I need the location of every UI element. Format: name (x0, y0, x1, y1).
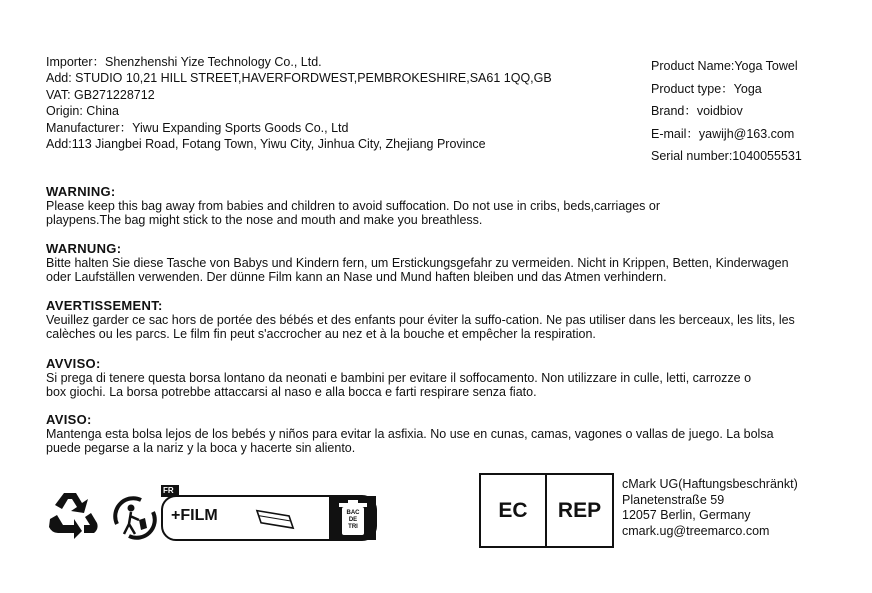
origin-line: Origin: China (46, 104, 119, 119)
warning-title: AVERTISSEMENT: (46, 298, 163, 313)
product-info (651, 55, 802, 168)
warning-text: Veuillez garder ce sac hors de portée des bébés et des enfants pour éviter la suffo-cation. Ne pas utiliser dans les berceaux, les lits, les calèches ou les parcs. Le film fin peut s'accrocher au nez et à la bouche et empêcher la respiration. (46, 313, 795, 342)
warning-title: AVVISO: (46, 356, 101, 371)
rep-city: 12057 Berlin, Germany (622, 508, 751, 523)
importer-line: Importer：Shenzhenshi Yize Technology Co., Ltd. (46, 55, 322, 69)
warning-text: Please keep this bag away from babies and children to avoid suffocation. Do not use in cribs, beds,carriages or playpens.The bag might stick to the nose and mouth and make you breathless. (46, 199, 661, 228)
product-name: Product Name:Yoga Towel (651, 59, 798, 73)
ec-rep-address (622, 477, 798, 539)
ec-rep-box (479, 473, 614, 548)
sorting-info-symbol (161, 485, 378, 543)
rep-company: cMark UG(Haftungsbeschränkt) (622, 477, 798, 491)
rep-email: cmark.ug@treemarco.com (622, 523, 770, 538)
rep-label: REP (557, 498, 602, 522)
warning-title: WARNING: (46, 184, 116, 199)
warning-title: AVISO: (46, 412, 92, 427)
importer-info (46, 54, 552, 152)
manufacturer-address-line: Add:113 Jiangbei Road, Fotang Town, Yiwu City, Jinhua City, Zhejiang Province (46, 137, 486, 152)
manufacturer-line: Manufacturer：Yiwu Expanding Sports Goods Co., Ltd (46, 120, 349, 135)
importer-address-line: Add: STUDIO 10,21 HILL STREET,HAVERFORDWEST,PEMBROKESHIRE,SA61 1QQ,GB (46, 71, 552, 86)
warning-es (46, 413, 836, 456)
warning-fr (46, 299, 836, 342)
email: E-mail：yawijh@163.com (651, 126, 795, 141)
film-label: +FILM (171, 507, 218, 524)
rep-street: Planetenstraße 59 (622, 492, 725, 507)
vat-line: VAT: GB271228712 (46, 87, 155, 102)
warning-text: Si prega di tenere questa borsa lontano da neonati e bambini per evitare il soffocamento. Non utilizzare in culle, letti, carrozze o box giochi. La borsa potrebbe attaccarsi al naso e alla bocca e farti respirare senza fiato. (46, 371, 752, 400)
warning-en (46, 185, 836, 228)
ec-label: EC (481, 475, 547, 546)
warning-text: Bitte halten Sie diese Tasche von Babys und Kindern fern, um Erstickungsgefahr zu vermeiden. Nicht in Krippen, Betten, Kinderwagen oder Laufställen verwenden. Der dünne Film kann an Nase und Mund haften bleiben und das Atmen verhindern. (46, 256, 789, 285)
bin-text: BAC DE TRI (346, 510, 360, 530)
tidyman-icon (111, 494, 159, 540)
recycle-icon (44, 489, 100, 541)
warning-it (46, 357, 836, 400)
product-type: Product type：Yoga (651, 81, 762, 96)
fr-tag: FR (163, 486, 174, 495)
warning-de (46, 242, 836, 285)
warning-text: Mantenga esta bolsa lejos de los bebés y niños para evitar la asfixia. No use en cunas, camas, vagones o vallas de juego. La bolsa puede pegarse a la nariz y la boca y hacerte sin aliento. (46, 427, 774, 456)
warning-title: WARNUNG: (46, 241, 122, 256)
serial-number: Serial number:1040055531 (651, 149, 802, 163)
brand: Brand：voidbiov (651, 104, 743, 118)
